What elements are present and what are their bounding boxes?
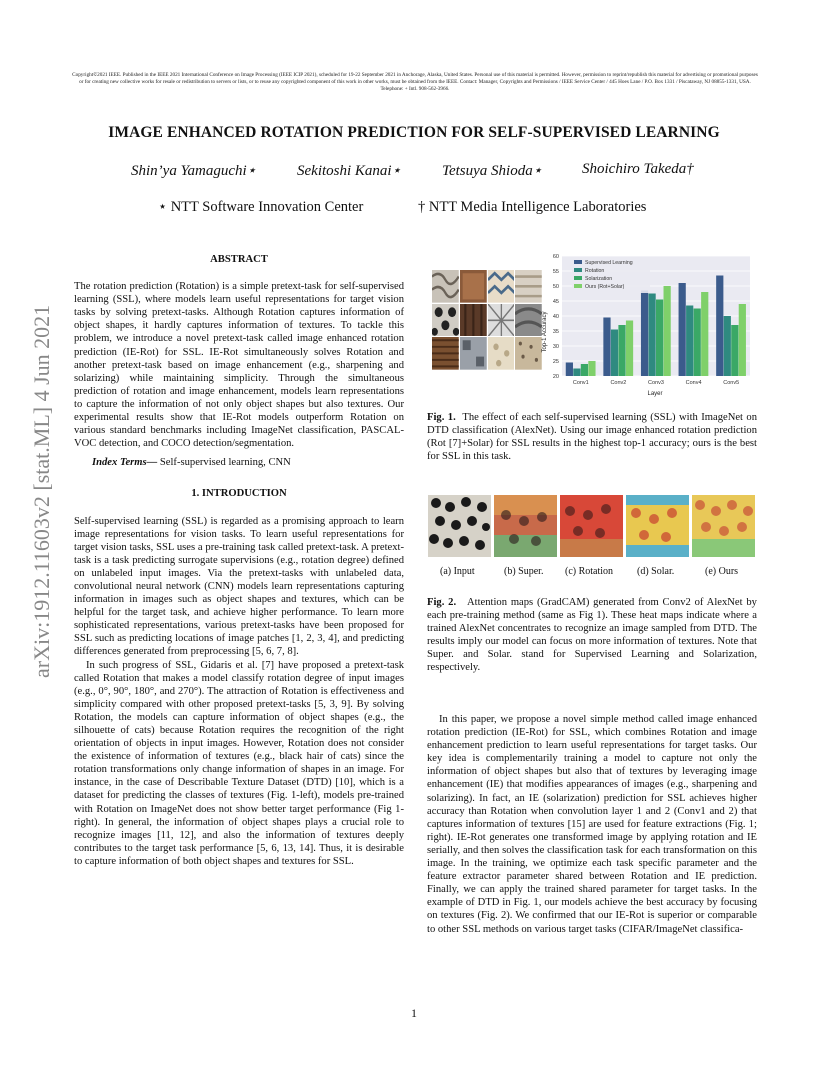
right-column [427,713,757,936]
y-tick-label: 35 [552,329,559,335]
bar [626,321,633,377]
bar [656,300,663,377]
bar [588,361,595,376]
x-tick-label: Conv5 [723,380,740,386]
bar [731,325,738,376]
bar [686,306,693,377]
abstract-text: The rotation prediction (Rotation) is a simple pretext-task for self-supervised learning (SSL), where models learn useful representations for target vision tasks by solving pretext-tasks. Although Rotation captures information of object shapes, it hardly captures information of textures. To tackle this problem, we introduce a novel pretext-task called image enhanced rotation prediction (IE-Rot) for SSL. IE-Rot simultaneously solves Rotation and another pretext-task based on image enhancement (e.g., sharpening and solarizing) while maintaining simplicity. Through the simultaneous prediction of rotation and image enhancement, models learn representations to capture the information of not only object shapes but also textures. Our experimental results show that IE-Rot models outperform Rotation on various standard benchmarks including ImageNet classification, PASCAL-VOC detection, and COCO detection/segmentation. [74,281,404,450]
fig2-subcaption-e: (e) Ours [705,566,739,577]
chart-legend [572,258,650,293]
x-tick-label: Conv2 [610,380,627,386]
index-terms-label: Index Terms— [92,457,158,469]
fig2-subcaption-d: (d) Solar. [637,566,675,577]
index-terms [74,456,404,469]
texture-sample [432,270,459,303]
bar [716,276,723,377]
intro-paragraph-1: Self-supervised learning (SSL) is regarded as a promising approach to learn image representations for vision tasks. To learn useful representations for target vision tasks, SSL uses a pre-training task called pretext-task. A pretext-task is a task predicting surrogate supervisions (e.g., rotation degree) defined on unlabeled input images. Via the pretext-tasks with unlabeled data, convolutional neural network (CNN) models learn representations capturing information in images such as object shapes and textures, which can be helpful for the target task, and achieve higher performance. To learn more sophisticated representations, various pretext-tasks have been proposed for SSL such as predicting locations of image patches [1, 2, 3, 4], and predicting differences generated from preprocessing [5, 6, 7, 8]. [74,515,404,658]
affiliation-1: ⋆ NTT Software Innovation Center [158,199,364,215]
legend-label: Rotation [585,268,605,274]
x-tick-label: Conv3 [648,380,664,386]
author-2: Sekitoshi Kanai⋆ [297,163,401,179]
bar [679,283,686,376]
attention-map-solar [626,495,689,557]
texture-sample [488,270,515,303]
bar [611,330,618,377]
texture-sample [488,337,515,370]
fig1-label: Fig. 1. [427,412,456,423]
fig2-caption-text: Attention maps (GradCAM) generated from Conv2 of AlexNet by each pre-training method (same as Fig 1). These heat maps indicate where a trained AlexNet concentrates to recognize an image sampled from DTD. The results imply our model can focus on more information of textures. Note that Super. and Solar. stand for Supervised Learning and Solarization, respectively. [427,597,757,674]
attention-map-ours [692,495,755,557]
dtd-texture-grid [432,270,542,370]
arxiv-stamp: arXiv:1912.11603v2 [stat.ML] 4 Jun 2021 [29,304,54,678]
accuracy-bar-chart [540,250,755,400]
fig2-subcaption-b: (b) Super. [504,566,544,577]
texture-sample [515,270,542,303]
y-tick-label: 50 [552,284,559,290]
chart-xlabel: Layer [647,391,663,397]
fig2-caption [427,596,757,675]
texture-sample [515,337,542,370]
legend-label: Solarization [585,276,613,282]
bar [603,318,610,377]
texture-sample [460,304,487,337]
author-3: Tetsuya Shioda⋆ [442,163,543,179]
fig2-label: Fig. 2. [427,597,457,608]
texture-sample [432,337,459,370]
x-tick-label: Conv1 [572,380,589,386]
affiliation-2: † NTT Media Intelligence Laboratories [418,199,647,215]
texture-sample [488,304,515,337]
paper-title: IMAGE ENHANCED ROTATION PREDICTION FOR SELF-SUPERVISED LEARNING [108,124,720,141]
attention-maps [428,495,758,557]
attention-map-input [428,495,491,557]
intro-paragraph-2: In such progress of SSL, Gidaris et al. [7] have proposed a pretext-task called Rotation that makes a model classify rotation degree of input images (e.g., 0°, 90°, 180°, and 270°). The attraction of Rotation is effectiveness and simplicity compared with other proposed pretext-tasks [5, 3, 9]. By solving Rotation, the models can capture information of object shapes (e.g., the silhouette of cats) because Rotation requires the recognition of the right orientation of objects in input images. However, Rotation does not consider the existence of information of textures (e.g., black hair of cats) since the rotation transformations only change information of shapes in an image. For instance, in the case of Describable Texture Dataset (DTD) [10], which is a dataset for predicting the classes of textures (Fig. 1-left), models pre-trained with Rotation on ImageNet does not show better target performance (Fig 1-right). In general, the information of object shapes plays a crucial role to recognize images [11, 12], and also the information of textures deeply contributes to the target task performance [5, 6, 13, 14]. Thus, it is desirable to capture information of both object shapes and textures for SSL. [74,659,404,867]
bar [618,325,625,376]
intro-heading: 1. INTRODUCTION [191,488,287,500]
texture-sample [432,304,459,337]
bar [581,364,588,376]
y-tick-label: 60 [552,254,559,260]
bar [641,291,648,377]
legend-swatch [574,260,582,264]
bar [724,316,731,376]
chart-ylabel: Top-1 Accuracy [542,311,548,353]
y-tick-label: 40 [552,314,559,320]
right-paragraph-1: In this paper, we propose a novel simple method called image enhanced rotation prediction (IE-Rot) for SSL, which combines Rotation and image enhancement prediction to learn useful representations for target tasks. Our key idea is complementarily training a model to capture not only the information of object shapes but also that of textures by leveraging image enhancement (IE) that modifies appearances of images (e.g., sharpening and solarizing). In fact, an IE (solarization) prediction for SSL achieves higher accuracy than Rotation when convolution layer 1 and 2 (Conv1 and 2) that captures information of textures [15] are used for feature extractions (Fig. 1; right). IE-Rot generates one transformed image by applying rotation and IE serially, and then solves the classification task for each transformation on this image. In the training, we optimize each task specific parameter and the feature extractor parameter shared between Rotation and IE prediction. Finally, we can apply the trained shared parameter for target tasks. In the example of DTD in Fig. 1, our models achieve the best accuracy by focusing on textures (Fig. 2). We confirmed that our IE-Rot is superior or comparable to other SSL methods on various target tasks (CIFAR/ImageNet classifica- [427,714,757,935]
texture-sample [460,337,487,370]
y-tick-label: 55 [552,269,559,275]
fig1-caption [427,411,757,463]
legend-swatch [574,276,582,280]
bar [694,309,701,377]
bar [573,369,580,377]
legend-swatch [574,284,582,288]
bar [739,304,746,376]
attention-map-super [494,495,557,557]
legend-label: Supervised Learning [585,260,633,266]
author-4: Shoichiro Takeda† [582,161,694,177]
attention-map-rotation [560,495,623,557]
bar [664,286,671,376]
y-tick-label: 45 [552,299,559,305]
fig2-subcaption-c: (c) Rotation [565,566,614,577]
abstract-heading: ABSTRACT [210,254,268,265]
fig1-caption-text: The effect of each self-supervised learning (SSL) with ImageNet on DTD classification (AlexNet). Using our image enhanced rotation prediction (Rot [7]+Solar) for SSL results in the highest top-1 accuracy; ours is the best for SSL in this task. [427,412,757,463]
bar [701,292,708,376]
author-1: Shin’ya Yamaguchi⋆ [131,163,257,179]
x-tick-label: Conv4 [685,380,702,386]
texture-sample [460,270,487,303]
legend-swatch [574,268,582,272]
index-terms-text: Self-supervised learning, CNN [157,457,291,469]
texture-sample [515,304,542,337]
legend-label: Ours (Rot+Solar) [585,284,625,290]
bar [648,294,655,377]
left-column [74,253,404,868]
fig2-subcaption-a: (a) Input [440,566,475,577]
y-tick-label: 30 [552,344,559,350]
y-tick-label: 25 [552,359,559,365]
page-number: 1 [411,1006,417,1020]
y-tick-label: 20 [552,374,559,380]
copyright-notice: Copyright©2021 IEEE. Published in the IEEE 2021 International Conference on Image Processing (IEEE ICIP 2021), scheduled for 19-22 September 2021 in Anchorage, Alaska, United States. Personal use of this material is permitted. However, permission to reprint/republish this material for advertising or promotional purposes or for creating new collective works for resale or redistribution to servers or lists, or to reuse any copyrighted component of this work in other works, must be obtained from the IEEE. Contact: Manager, Copyrights and Permissions / IEEE Service Center / 445 Hoes Lane / P.O. Box 1331 / Piscataway, NJ 08855-1331, USA. Telephone: + Intl. 908-562-3966. [72,72,758,92]
bar [566,363,573,377]
